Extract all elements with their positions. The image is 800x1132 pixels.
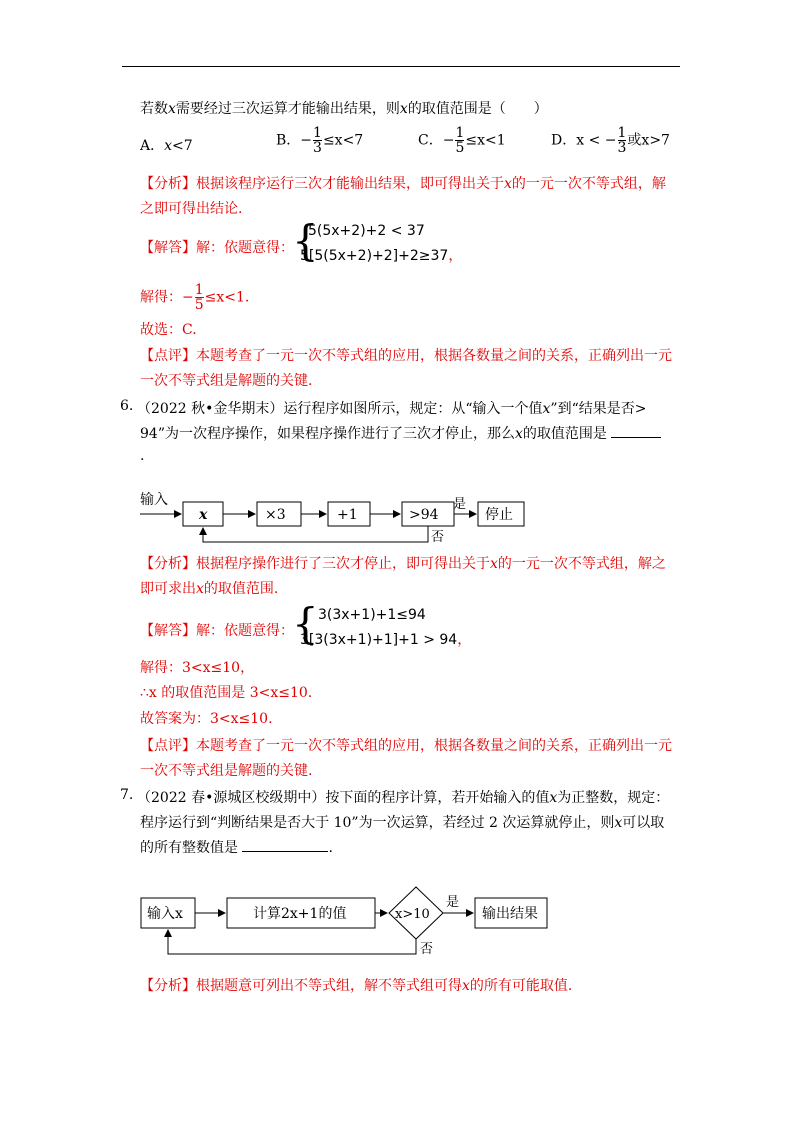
q7-stem1: （2022 春•源城区校级期中）按下面的程序计算，若开始输入的值x为正整数，规定： — [137, 790, 670, 806]
q5-option-c: C．− $\frac{1}{5}$ ≤x<1 — [418, 125, 506, 156]
q5-option-d: D．x < − $\frac{1}{3}$ 或x>7 — [551, 125, 670, 156]
q7-stem3: 的所有整数值是 . — [140, 840, 333, 856]
q5-analysis-cont: 之即可得出结论. — [140, 201, 243, 217]
q6-flow-yes: 是 — [453, 497, 467, 512]
q7-number: 7. — [120, 787, 134, 803]
q5-comment: 【点评】本题考查了一元一次不等式组的应用，根据各数量之间的关系，正确列出一元 — [140, 348, 672, 364]
q7-flow-cond: x>10 — [395, 907, 430, 922]
q7-flow-input: 输入x — [147, 906, 183, 922]
q5-analysis: 【分析】根据该程序运行三次才能输出结果，即可得出关于x的一元一次不等式组，解 — [140, 176, 666, 192]
q6-system-line1: 3(3x+1)+1≤94 — [318, 607, 426, 623]
q5-system-line1: 5(5x+2)+2 < 37 — [308, 223, 425, 239]
q7-stem2: 程序运行到“判断结果是否大于 10”为一次运算，若经过 2 次运算就停止，则x可以取 — [140, 815, 665, 831]
header-rule — [122, 66, 680, 67]
q6-solution-lead: 【解答】解：依题意得： — [140, 623, 294, 639]
q5-stem: 若数x需要经过三次运算才能输出结果，则x的取值范围是（ ） — [140, 101, 548, 117]
q6-flow-input-label: 输入 — [140, 492, 168, 508]
q6-comment-cont: 一次不等式组是解题的关键. — [140, 763, 313, 779]
q7-analysis: 【分析】根据题意可列出不等式组，解不等式组可得x的所有可能取值. — [140, 978, 573, 994]
q6-flow-no: 否 — [431, 530, 445, 545]
q6-flow-gt94: >94 — [409, 507, 439, 523]
q5-brace: { — [292, 216, 319, 265]
q5-option-b: B．− $\frac{1}{3}$ ≤x<7 — [276, 125, 364, 156]
q5-result: 解得：− $\frac{1}{5}$ ≤x<1. — [140, 282, 250, 313]
q5-system-line2: 5[5(5x+2)+2]+2≥37， — [300, 248, 463, 264]
q6-stem1: （2022 秋•金华期末）运行程序如图所示，规定：从“输入一个值x”到“结果是否> — [137, 401, 647, 417]
q6-flow-times3: ×3 — [265, 507, 286, 523]
q5-comment-cont: 一次不等式组是解题的关键. — [140, 373, 313, 389]
q7-flowchart — [135, 878, 565, 960]
q6-period: . — [140, 448, 145, 464]
q5-choose: 故选：C. — [140, 322, 197, 338]
q6-analysis: 【分析】根据程序操作进行了三次才停止，即可得出关于x的一元一次不等式组，解之 — [140, 556, 666, 572]
q6-analysis-cont: 即可求出x的取值范围. — [140, 581, 279, 597]
q6-comment: 【点评】本题考查了一元一次不等式组的应用，根据各数量之间的关系，正确列出一元 — [140, 738, 672, 754]
q6-flow-plus1: +1 — [337, 507, 358, 523]
q6-flow-stop: 停止 — [485, 507, 513, 523]
q7-flow-yes: 是 — [446, 895, 460, 910]
q6-therefore: ∴x 的取值范围是 3<x≤10. — [140, 685, 313, 701]
q6-number: 6. — [120, 398, 134, 414]
q6-answer: 故答案为：3<x≤10. — [140, 711, 273, 727]
q6-flow-x: x — [199, 507, 208, 523]
q6-stem2: 94”为一次程序操作，如果程序操作进行了三次才停止，那么x的取值范围是 — [140, 423, 661, 443]
q6-flowchart — [135, 490, 535, 546]
q7-flow-compute: 计算2x+1的值 — [253, 906, 347, 922]
q7-flow-no: 否 — [420, 942, 434, 957]
q7-flow-output: 输出结果 — [482, 906, 538, 922]
q6-result: 解得：3<x≤10， — [140, 660, 255, 676]
q5-solution-lead: 【解答】解：依题意得： — [140, 240, 294, 256]
q6-system-line2: 3[3(3x+1)+1]+1 > 94， — [300, 632, 472, 648]
q5-option-a: A．x<7 — [140, 138, 193, 154]
q6-brace: { — [292, 599, 319, 648]
